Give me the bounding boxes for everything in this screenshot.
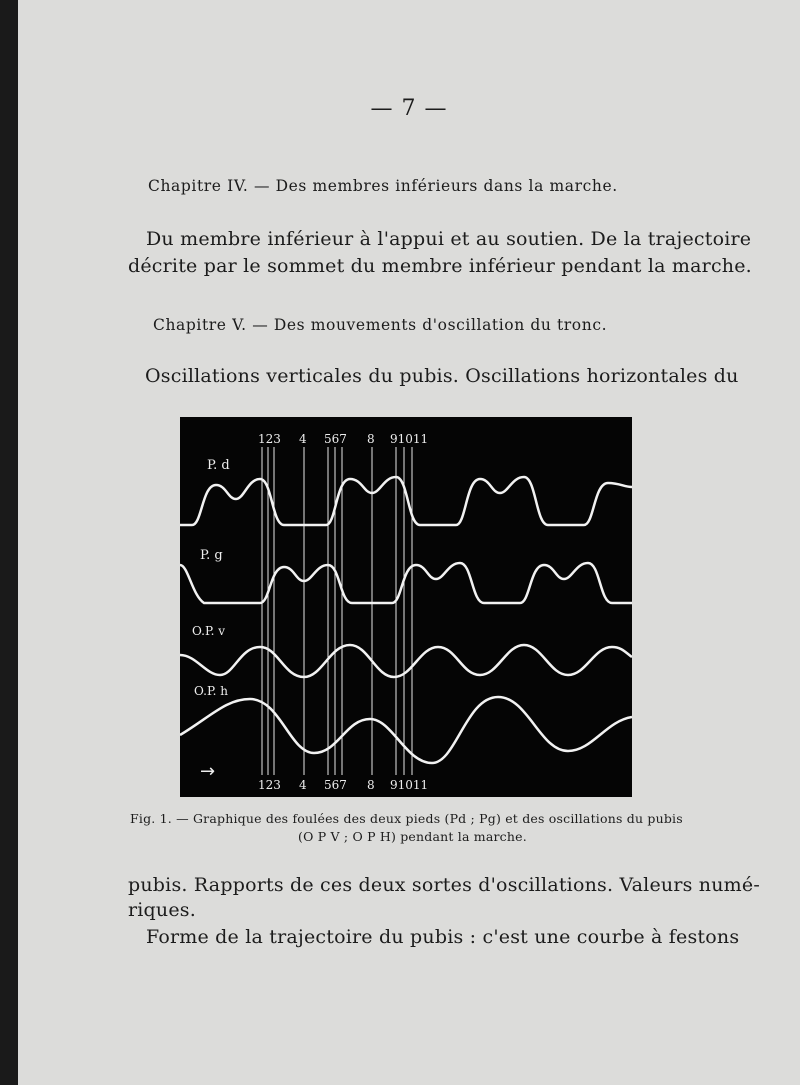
curve-pg [180,563,632,603]
top-marker-567: 567 [324,432,347,446]
label-opv: O.P. v [192,624,225,638]
bottom-marker-567: 567 [324,778,347,792]
chapter-v-text-line-1: Oscillations verticales du pubis. Oscillations horizontales du [145,365,739,387]
top-marker-8: 8 [367,432,375,446]
top-marker-4: 4 [299,432,307,446]
book-page [18,0,800,1085]
label-pg: P. g [200,548,223,563]
arrow-label: → [200,761,216,782]
continuation-line-1: pubis. Rapports de ces deux sortes d'oscillations. Valeurs numé- [128,874,760,896]
chapter-v-heading: Chapitre V. — Des mouvements d'oscillation du tronc. [153,316,608,334]
bottom-marker-91011: 91011 [390,778,429,792]
chapter-iv-text-line-2: décrite par le sommet du membre inférieur pendant la marche. [128,255,752,277]
continuation-line-2: riques. [128,899,196,921]
bottom-marker-4: 4 [299,778,307,792]
bottom-marker-123: 123 [258,778,281,792]
bottom-marker-8: 8 [367,778,375,792]
page-number: — 7 — [370,96,448,121]
curve-opv [180,645,632,677]
label-oph: O.P. h [194,684,228,698]
continuation-line-3: Forme de la trajectoire du pubis : c'est une courbe à festons [146,926,740,948]
label-pd: P. d [207,458,230,473]
curve-pd [180,477,632,525]
gait-graph [180,417,632,797]
figure-caption-line-2: (O P V ; O P H) pendant la marche. [298,829,527,844]
top-marker-123: 123 [258,432,281,446]
chapter-iv-heading: Chapitre IV. — Des membres inférieurs dans la marche. [148,177,618,195]
figure-caption-line-1: Fig. 1. — Graphique des foulées des deux pieds (Pd ; Pg) et des oscillations du pubis [130,811,683,826]
curve-oph [180,697,632,763]
chapter-iv-text-line-1: Du membre inférieur à l'appui et au soutien. De la trajectoire [146,228,752,250]
gait-graph-figure [180,417,632,797]
top-marker-91011: 91011 [390,432,429,446]
